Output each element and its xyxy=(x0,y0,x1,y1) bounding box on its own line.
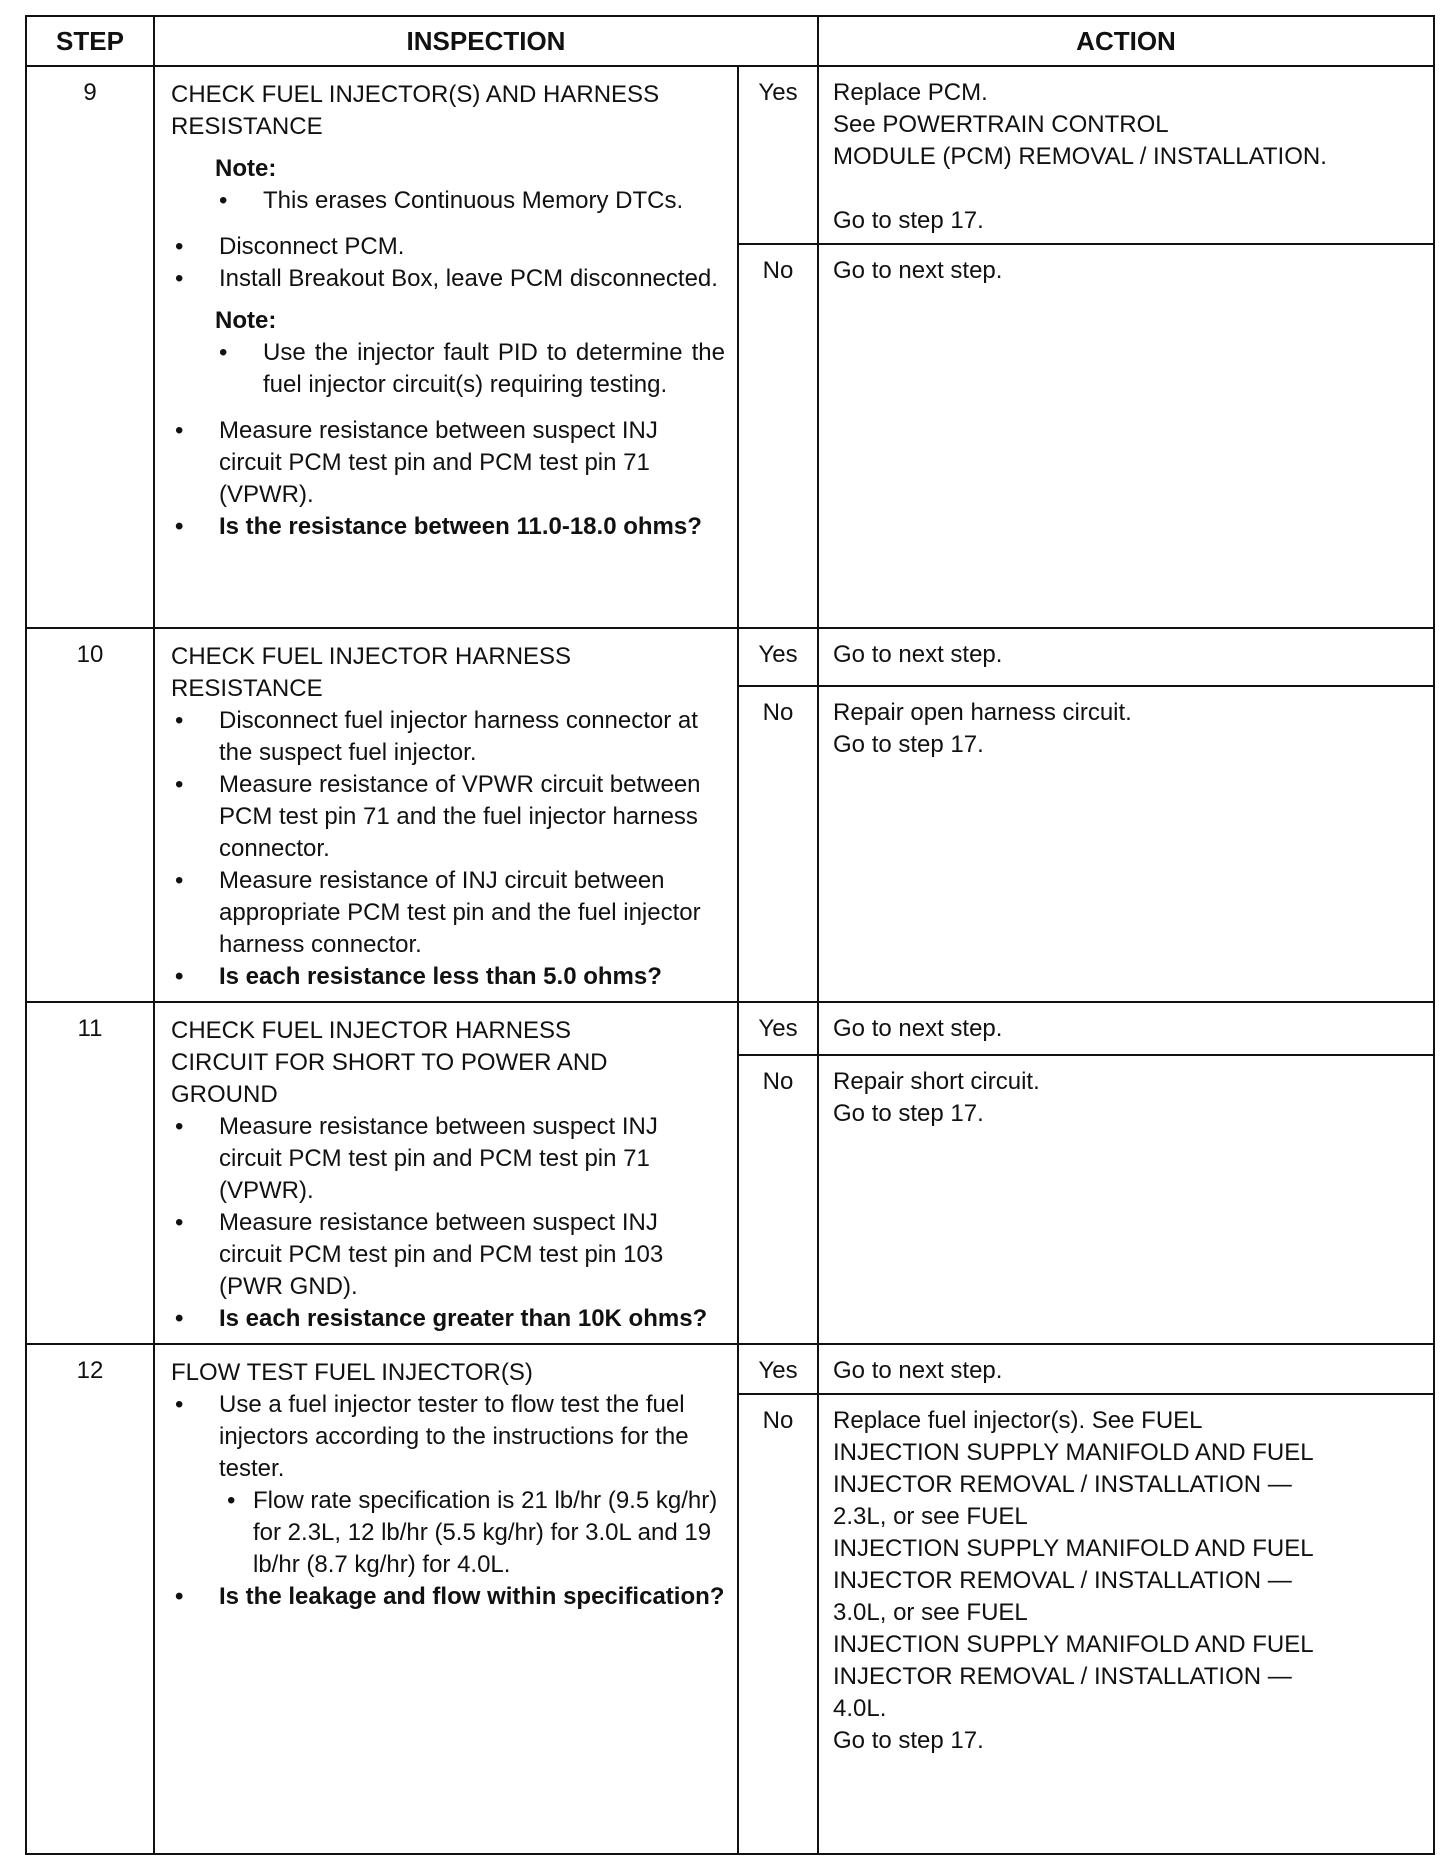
diagnostic-table-page xyxy=(25,15,1433,1855)
table-row-step-11 xyxy=(26,1002,1434,1055)
inspection-title: FLOW TEST FUEL INJECTOR(S) xyxy=(171,1359,533,1386)
list-item: • Measure resistance between suspect INJ circuit PCM test pin and PCM test pin 71 (VPWR). xyxy=(171,1111,725,1207)
diagnostic-table xyxy=(25,15,1435,1855)
sub-list-item: • Flow rate specification is 21 lb/hr (9.5 kg/hr) for 2.3L, 12 lb/hr (5.5 kg/hr) for 3.0L and 19 lb/hr (8.7 kg/hr) for 4.0L. xyxy=(171,1485,725,1581)
inspection-cell xyxy=(154,66,738,628)
list-item: • Use a fuel injector tester to flow test the fuel injectors according to the instructions for the tester. • Flow rate specification is 21 lb/hr (9.5 kg/hr) for 2.3L, 12 lb/hr (5.5 kg/hr) for 3.0L and 19 lb/hr (8.7 kg/hr) for 4.0L. xyxy=(171,1389,725,1581)
action-no: Repair open harness circuit. Go to step 17. xyxy=(818,686,1434,1002)
action-yes: Go to next step. xyxy=(818,1344,1434,1394)
answer-yes: Yes xyxy=(738,1344,818,1394)
note-label: Note: xyxy=(215,307,277,334)
bullet-list xyxy=(171,231,725,295)
inspection-cell xyxy=(154,1344,738,1854)
list-item: • Install Breakout Box, leave PCM disconnected. xyxy=(171,263,725,295)
bullet-list xyxy=(171,1389,725,1613)
question-item: • Is each resistance less than 5.0 ohms? xyxy=(171,961,725,993)
answer-no: No xyxy=(738,1055,818,1344)
list-item: • Measure resistance between suspect INJ circuit PCM test pin and PCM test pin 71 (VPWR). xyxy=(171,415,725,511)
bullet-list xyxy=(171,415,725,543)
step-number: 12 xyxy=(26,1344,154,1854)
action-no: Replace fuel injector(s). See FUEL INJECTION SUPPLY MANIFOLD AND FUEL INJECTOR REMOVAL / INSTALLATION — 2.3L, or see FUEL INJECTION SUPPLY MANIFOLD AND FUEL INJECTOR REMOVAL / INSTALLATION — 3.0L, or see FUEL INJECTION SUPPLY MANIFOLD AND FUEL INJECTOR REMOVAL / INSTALLATION — 4.0L. Go to step 17. xyxy=(818,1394,1434,1854)
action-yes: Go to next step. xyxy=(818,628,1434,686)
table-header-row xyxy=(26,16,1434,66)
question-item: • Is each resistance greater than 10K ohms? xyxy=(171,1303,725,1335)
action-yes: Go to next step. xyxy=(818,1002,1434,1055)
inspection-title: CHECK FUEL INJECTOR HARNESS CIRCUIT FOR SHORT TO POWER AND GROUND xyxy=(171,1017,608,1108)
header-inspection: INSPECTION xyxy=(154,16,818,66)
note-label: Note: xyxy=(215,155,277,182)
note-item: • This erases Continuous Memory DTCs. xyxy=(215,185,725,217)
bullet-list xyxy=(171,705,725,993)
list-item: • Measure resistance of VPWR circuit between PCM test pin 71 and the fuel injector harness connector. xyxy=(171,769,725,865)
inspection-title: CHECK FUEL INJECTOR(S) AND HARNESS RESISTANCE xyxy=(171,81,660,140)
inspection-cell xyxy=(154,1002,738,1344)
sub-bullet-list xyxy=(171,1485,725,1581)
list-item: • Measure resistance between suspect INJ circuit PCM test pin and PCM test pin 103 (PWR GND). xyxy=(171,1207,725,1303)
step-number: 10 xyxy=(26,628,154,1002)
bullet-list xyxy=(171,1111,725,1335)
note-block xyxy=(215,153,725,217)
question-item: • Is the leakage and flow within specification? xyxy=(171,1581,725,1613)
answer-yes: Yes xyxy=(738,1002,818,1055)
answer-no: No xyxy=(738,686,818,1002)
list-item: • Disconnect PCM. xyxy=(171,231,725,263)
action-no: Go to next step. xyxy=(818,244,1434,628)
list-item: • Disconnect fuel injector harness connector at the suspect fuel injector. xyxy=(171,705,725,769)
note-item: • Use the injector fault PID to determine the fuel injector circuit(s) requiring testing. xyxy=(215,337,725,401)
answer-no: No xyxy=(738,244,818,628)
table-row-step-10 xyxy=(26,628,1434,686)
inspection-title: CHECK FUEL INJECTOR HARNESS RESISTANCE xyxy=(171,643,572,702)
action-no: Repair short circuit. Go to step 17. xyxy=(818,1055,1434,1344)
note-block xyxy=(215,305,725,401)
header-step: STEP xyxy=(26,16,154,66)
table-row-step-9 xyxy=(26,66,1434,244)
table-row-step-12 xyxy=(26,1344,1434,1394)
answer-yes: Yes xyxy=(738,628,818,686)
step-number: 11 xyxy=(26,1002,154,1344)
answer-yes: Yes xyxy=(738,66,818,244)
question-item: • Is the resistance between 11.0-18.0 ohms? xyxy=(171,511,725,543)
inspection-cell xyxy=(154,628,738,1002)
list-item: • Measure resistance of INJ circuit between appropriate PCM test pin and the fuel injector harness connector. xyxy=(171,865,725,961)
action-yes: Replace PCM. See POWERTRAIN CONTROL MODULE (PCM) REMOVAL / INSTALLATION. Go to step 17. xyxy=(818,66,1434,244)
step-number: 9 xyxy=(26,66,154,628)
answer-no: No xyxy=(738,1394,818,1854)
header-action: ACTION xyxy=(818,16,1434,66)
